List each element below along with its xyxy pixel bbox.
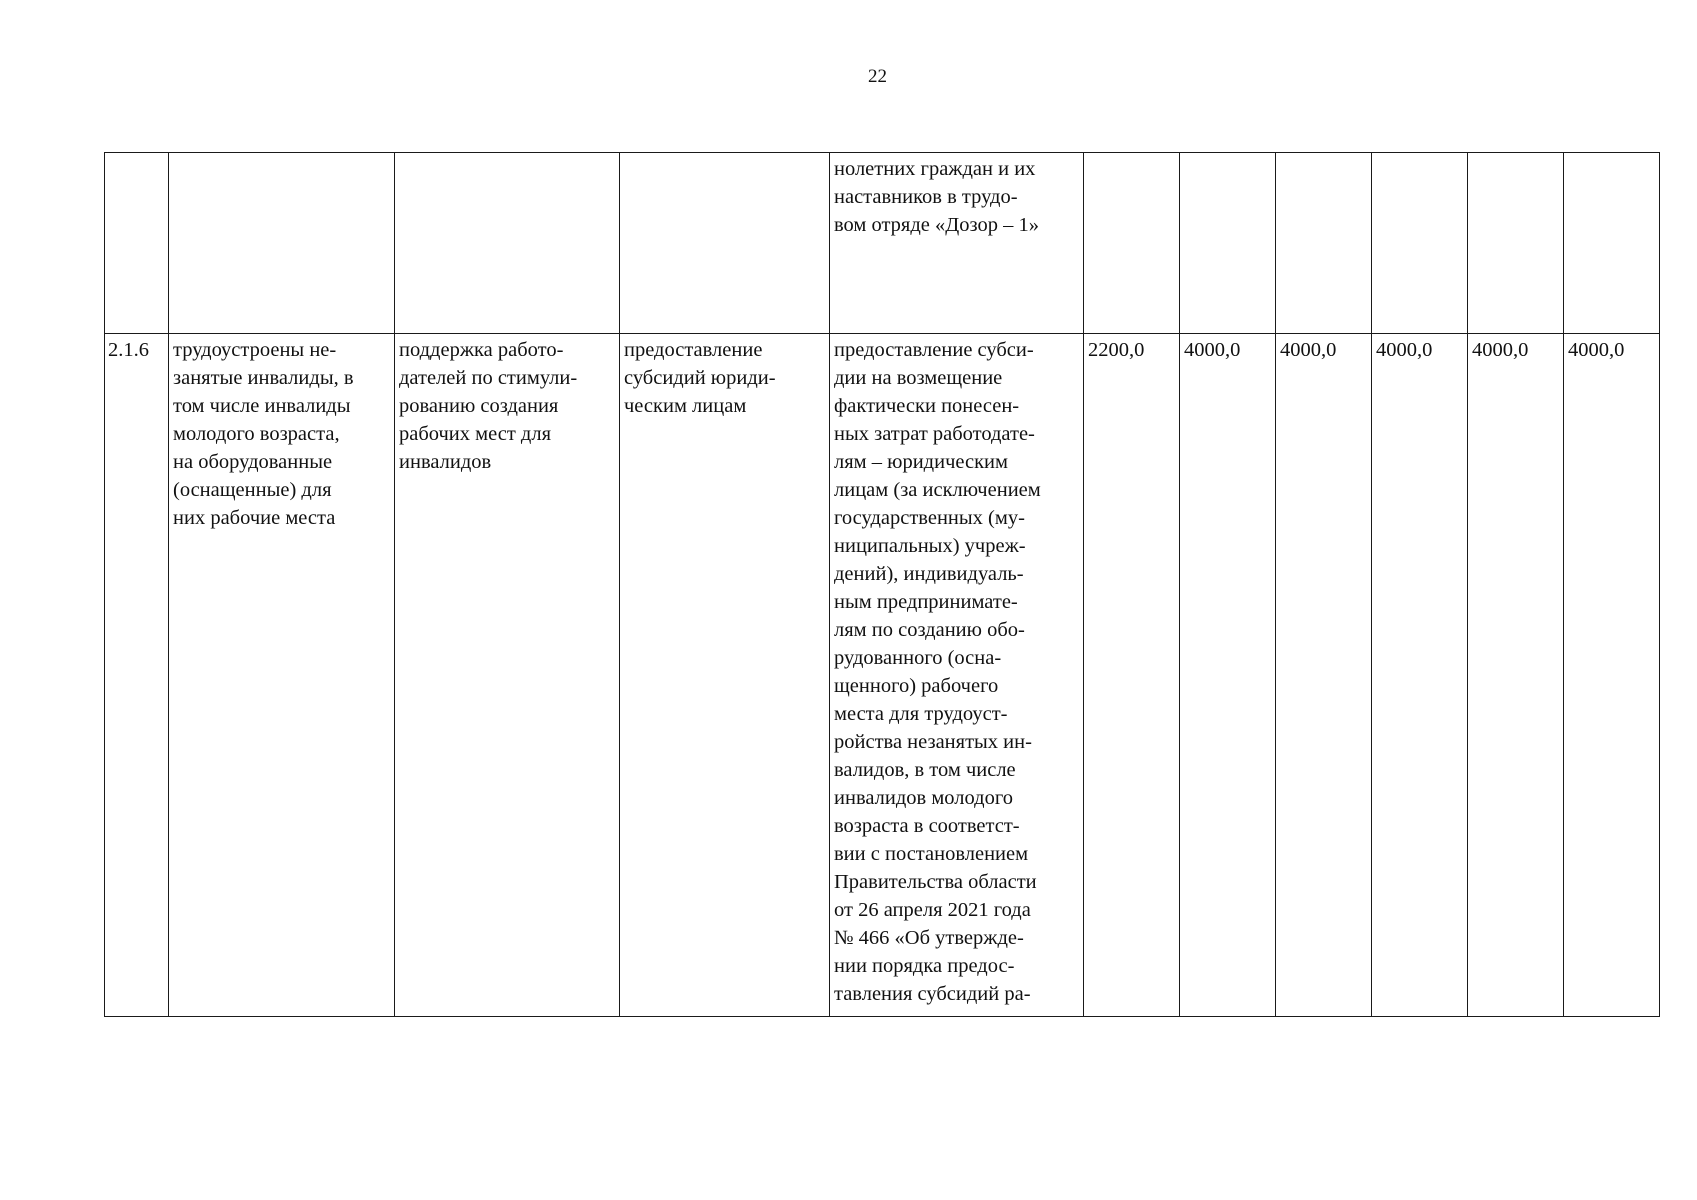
cell-amount: 4000,0	[1372, 334, 1468, 1017]
cell-amount: 4000,0	[1564, 334, 1660, 1017]
table-row	[105, 153, 1660, 334]
cell-amount: 4000,0	[1276, 334, 1372, 1017]
cell-result	[169, 153, 395, 334]
cell-amount: 4000,0	[1180, 334, 1276, 1017]
cell-amount	[1276, 153, 1372, 334]
cell-amount	[1468, 153, 1564, 334]
cell-amount: 4000,0	[1468, 334, 1564, 1017]
cell-result: трудоустроены не- занятые инвалиды, в том числе инвалиды молодого возраста, на оборудованные (оснащенные) для них рабочие места	[169, 334, 395, 1017]
cell-mechanism: предоставление субсидий юриди- ческим лицам	[620, 334, 830, 1017]
cell-amount	[1084, 153, 1180, 334]
program-measures-table	[104, 152, 1660, 1017]
cell-amount	[1372, 153, 1468, 334]
cell-measure	[395, 153, 620, 334]
cell-amount: 2200,0	[1084, 334, 1180, 1017]
cell-description: нолетних граждан и их наставников в трудо- вом отряде «Дозор – 1»	[830, 153, 1084, 334]
cell-description: предоставление субси- дии на возмещение фактически понесен- ных затрат работодате- лям – юридическим лицам (за исключением государственных (му- ниципальных) учреж- дений), индивидуаль- ным предпринимате- лям по созданию обо- рудованного (осна- щенного) рабочего места для трудоуст- ройства незанятых ин- валидов, в том числе инвалидов молодого возраста в соответст- вии с постановлением Правительства области от 26 апреля 2021 года № 466 «Об утвержде- нии порядка предос- тавления субсидий ра-	[830, 334, 1084, 1017]
cell-number: 2.1.6	[105, 334, 169, 1017]
cell-number	[105, 153, 169, 334]
table-row	[105, 334, 1660, 1017]
cell-measure: поддержка работо- дателей по стимули- рованию создания рабочих мест для инвалидов	[395, 334, 620, 1017]
cell-amount	[1564, 153, 1660, 334]
cell-mechanism	[620, 153, 830, 334]
page-number: 22	[868, 66, 887, 87]
cell-amount	[1180, 153, 1276, 334]
